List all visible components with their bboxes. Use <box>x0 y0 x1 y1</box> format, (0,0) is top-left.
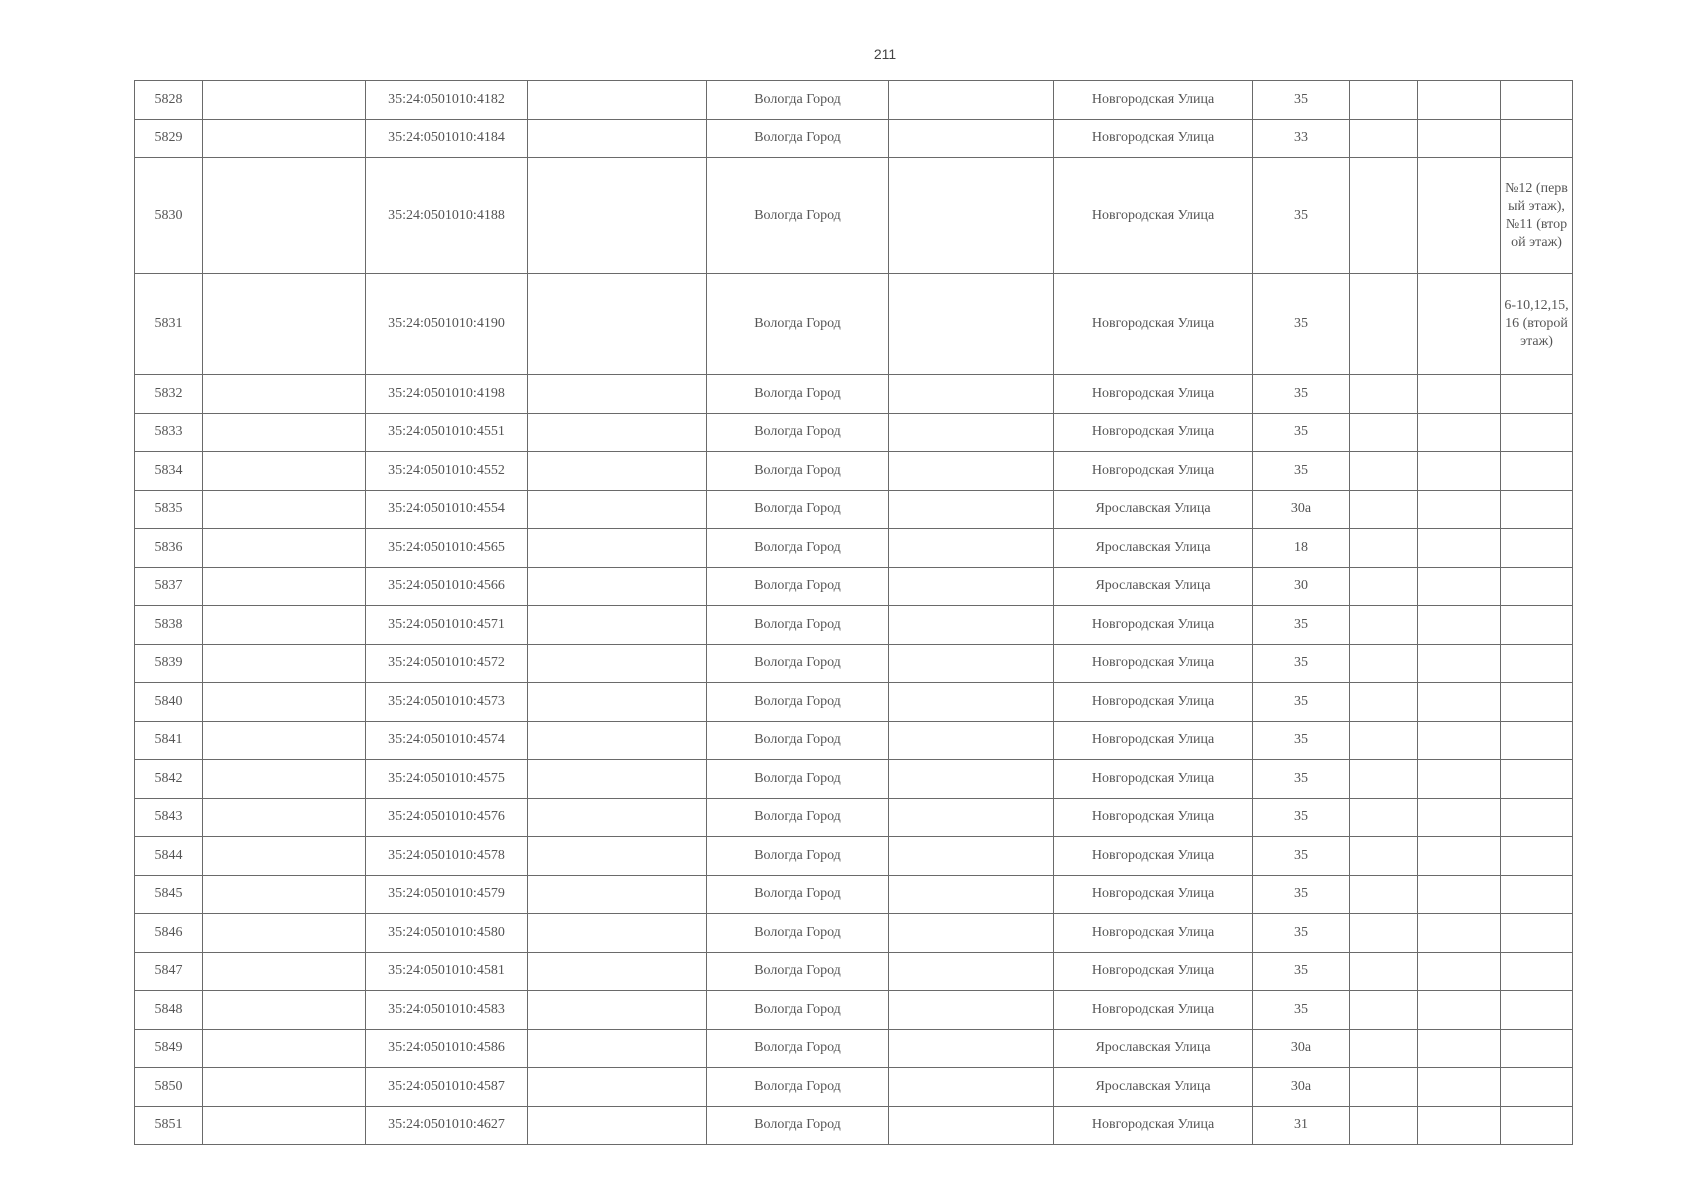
table-row <box>135 1029 1573 1068</box>
empty-cell <box>528 81 707 120</box>
empty-cell <box>203 119 366 158</box>
empty-cell <box>1350 760 1418 799</box>
room-note-cell <box>1501 798 1573 837</box>
cadastral-number-cell: 35:24:0501010:4190 <box>366 274 528 375</box>
house-number-cell: 30 <box>1253 567 1350 606</box>
row-number-cell: 5843 <box>135 798 203 837</box>
empty-cell <box>528 529 707 568</box>
street-cell: Новгородская Улица <box>1054 798 1253 837</box>
empty-cell <box>528 798 707 837</box>
city-cell: Вологда Город <box>707 952 889 991</box>
city-cell: Вологда Город <box>707 274 889 375</box>
street-cell: Новгородская Улица <box>1054 413 1253 452</box>
empty-cell <box>1350 1029 1418 1068</box>
empty-cell <box>1418 1029 1501 1068</box>
house-number-cell: 35 <box>1253 798 1350 837</box>
row-number-cell: 5835 <box>135 490 203 529</box>
house-number-cell: 35 <box>1253 837 1350 876</box>
empty-cell <box>1418 81 1501 120</box>
empty-cell <box>1418 413 1501 452</box>
empty-cell <box>889 721 1054 760</box>
empty-cell <box>889 760 1054 799</box>
cadastral-number-cell: 35:24:0501010:4576 <box>366 798 528 837</box>
house-number-cell: 35 <box>1253 413 1350 452</box>
street-cell: Новгородская Улица <box>1054 606 1253 645</box>
street-cell: Новгородская Улица <box>1054 837 1253 876</box>
empty-cell <box>528 1029 707 1068</box>
room-note-cell <box>1501 490 1573 529</box>
table-row <box>135 606 1573 645</box>
room-note-cell <box>1501 644 1573 683</box>
room-note-cell <box>1501 914 1573 953</box>
table-row <box>135 529 1573 568</box>
room-note-cell <box>1501 606 1573 645</box>
table-row <box>135 158 1573 274</box>
house-number-cell: 35 <box>1253 914 1350 953</box>
empty-cell <box>889 644 1054 683</box>
empty-cell <box>528 490 707 529</box>
city-cell: Вологда Город <box>707 413 889 452</box>
room-note-cell <box>1501 119 1573 158</box>
table-row <box>135 413 1573 452</box>
empty-cell <box>1350 413 1418 452</box>
empty-cell <box>1418 683 1501 722</box>
empty-cell <box>1350 81 1418 120</box>
empty-cell <box>528 452 707 491</box>
table-row <box>135 683 1573 722</box>
city-cell: Вологда Город <box>707 375 889 414</box>
row-number-cell: 5842 <box>135 760 203 799</box>
empty-cell <box>528 119 707 158</box>
city-cell: Вологда Город <box>707 567 889 606</box>
cadastral-number-cell: 35:24:0501010:4182 <box>366 81 528 120</box>
street-cell: Новгородская Улица <box>1054 452 1253 491</box>
empty-cell <box>889 683 1054 722</box>
empty-cell <box>889 1106 1054 1145</box>
house-number-cell: 30а <box>1253 1029 1350 1068</box>
empty-cell <box>203 760 366 799</box>
row-number-cell: 5833 <box>135 413 203 452</box>
table-row <box>135 119 1573 158</box>
room-note-cell <box>1501 952 1573 991</box>
house-number-cell: 35 <box>1253 644 1350 683</box>
empty-cell <box>528 375 707 414</box>
cadastral-number-cell: 35:24:0501010:4565 <box>366 529 528 568</box>
empty-cell <box>528 606 707 645</box>
cadastral-number-cell: 35:24:0501010:4571 <box>366 606 528 645</box>
city-cell: Вологда Город <box>707 490 889 529</box>
empty-cell <box>1418 875 1501 914</box>
empty-cell <box>203 567 366 606</box>
row-number-cell: 5850 <box>135 1068 203 1107</box>
cadastral-number-cell: 35:24:0501010:4573 <box>366 683 528 722</box>
empty-cell <box>203 1029 366 1068</box>
room-note-cell <box>1501 375 1573 414</box>
empty-cell <box>1418 567 1501 606</box>
row-number-cell: 5849 <box>135 1029 203 1068</box>
empty-cell <box>889 274 1054 375</box>
empty-cell <box>1418 274 1501 375</box>
row-number-cell: 5847 <box>135 952 203 991</box>
row-number-cell: 5851 <box>135 1106 203 1145</box>
street-cell: Новгородская Улица <box>1054 1106 1253 1145</box>
empty-cell <box>889 529 1054 568</box>
empty-cell <box>1418 1106 1501 1145</box>
house-number-cell: 33 <box>1253 119 1350 158</box>
empty-cell <box>1418 119 1501 158</box>
house-number-cell: 35 <box>1253 274 1350 375</box>
house-number-cell: 35 <box>1253 375 1350 414</box>
empty-cell <box>1418 837 1501 876</box>
empty-cell <box>1418 914 1501 953</box>
empty-cell <box>1418 490 1501 529</box>
empty-cell <box>528 991 707 1030</box>
house-number-cell: 35 <box>1253 875 1350 914</box>
street-cell: Новгородская Улица <box>1054 119 1253 158</box>
street-cell: Ярославская Улица <box>1054 1068 1253 1107</box>
row-number-cell: 5846 <box>135 914 203 953</box>
cadastral-number-cell: 35:24:0501010:4552 <box>366 452 528 491</box>
house-number-cell: 35 <box>1253 158 1350 274</box>
room-note-cell <box>1501 529 1573 568</box>
empty-cell <box>1418 721 1501 760</box>
empty-cell <box>1350 1068 1418 1107</box>
empty-cell <box>1350 798 1418 837</box>
empty-cell <box>203 375 366 414</box>
cadastral-number-cell: 35:24:0501010:4586 <box>366 1029 528 1068</box>
empty-cell <box>203 683 366 722</box>
row-number-cell: 5836 <box>135 529 203 568</box>
street-cell: Новгородская Улица <box>1054 274 1253 375</box>
table-row <box>135 1068 1573 1107</box>
room-note-cell <box>1501 721 1573 760</box>
empty-cell <box>203 875 366 914</box>
empty-cell <box>528 413 707 452</box>
city-cell: Вологда Город <box>707 1068 889 1107</box>
city-cell: Вологда Город <box>707 158 889 274</box>
house-number-cell: 31 <box>1253 1106 1350 1145</box>
empty-cell <box>889 375 1054 414</box>
empty-cell <box>889 81 1054 120</box>
empty-cell <box>203 798 366 837</box>
city-cell: Вологда Город <box>707 452 889 491</box>
house-number-cell: 35 <box>1253 81 1350 120</box>
cadastral-number-cell: 35:24:0501010:4627 <box>366 1106 528 1145</box>
row-number-cell: 5828 <box>135 81 203 120</box>
empty-cell <box>1350 875 1418 914</box>
street-cell: Новгородская Улица <box>1054 158 1253 274</box>
empty-cell <box>889 452 1054 491</box>
empty-cell <box>1350 490 1418 529</box>
city-cell: Вологда Город <box>707 683 889 722</box>
cadastral-number-cell: 35:24:0501010:4198 <box>366 375 528 414</box>
empty-cell <box>528 158 707 274</box>
cadastral-number-cell: 35:24:0501010:4566 <box>366 567 528 606</box>
empty-cell <box>1350 567 1418 606</box>
empty-cell <box>1350 274 1418 375</box>
empty-cell <box>1350 644 1418 683</box>
table-row <box>135 837 1573 876</box>
cadastral-number-cell: 35:24:0501010:4188 <box>366 158 528 274</box>
empty-cell <box>889 119 1054 158</box>
empty-cell <box>889 490 1054 529</box>
city-cell: Вологда Город <box>707 760 889 799</box>
street-cell: Новгородская Улица <box>1054 721 1253 760</box>
table-row <box>135 952 1573 991</box>
city-cell: Вологда Город <box>707 798 889 837</box>
city-cell: Вологда Город <box>707 875 889 914</box>
house-number-cell: 30а <box>1253 490 1350 529</box>
street-cell: Новгородская Улица <box>1054 952 1253 991</box>
table-row <box>135 375 1573 414</box>
empty-cell <box>203 81 366 120</box>
empty-cell <box>1350 529 1418 568</box>
empty-cell <box>889 837 1054 876</box>
row-number-cell: 5840 <box>135 683 203 722</box>
empty-cell <box>1350 606 1418 645</box>
cadastral-number-cell: 35:24:0501010:4580 <box>366 914 528 953</box>
room-note-cell <box>1501 413 1573 452</box>
empty-cell <box>528 721 707 760</box>
table-row <box>135 81 1573 120</box>
room-note-cell <box>1501 875 1573 914</box>
house-number-cell: 18 <box>1253 529 1350 568</box>
empty-cell <box>528 1068 707 1107</box>
room-note-cell <box>1501 991 1573 1030</box>
empty-cell <box>528 837 707 876</box>
street-cell: Новгородская Улица <box>1054 81 1253 120</box>
cadastral-number-cell: 35:24:0501010:4575 <box>366 760 528 799</box>
table-row <box>135 452 1573 491</box>
city-cell: Вологда Город <box>707 837 889 876</box>
empty-cell <box>889 1029 1054 1068</box>
empty-cell <box>528 760 707 799</box>
empty-cell <box>1350 1106 1418 1145</box>
house-number-cell: 35 <box>1253 452 1350 491</box>
empty-cell <box>889 413 1054 452</box>
empty-cell <box>203 991 366 1030</box>
table-row <box>135 798 1573 837</box>
empty-cell <box>203 274 366 375</box>
empty-cell <box>203 644 366 683</box>
empty-cell <box>1418 991 1501 1030</box>
room-note-cell <box>1501 81 1573 120</box>
room-note-cell <box>1501 567 1573 606</box>
city-cell: Вологда Город <box>707 119 889 158</box>
street-cell: Новгородская Улица <box>1054 991 1253 1030</box>
street-cell: Новгородская Улица <box>1054 914 1253 953</box>
empty-cell <box>889 1068 1054 1107</box>
empty-cell <box>1418 606 1501 645</box>
empty-cell <box>528 644 707 683</box>
city-cell: Вологда Город <box>707 991 889 1030</box>
street-cell: Ярославская Улица <box>1054 490 1253 529</box>
room-note-cell <box>1501 837 1573 876</box>
empty-cell <box>203 914 366 953</box>
empty-cell <box>528 1106 707 1145</box>
city-cell: Вологда Город <box>707 529 889 568</box>
empty-cell <box>203 952 366 991</box>
empty-cell <box>528 914 707 953</box>
row-number-cell: 5848 <box>135 991 203 1030</box>
empty-cell <box>1350 991 1418 1030</box>
empty-cell <box>1418 1068 1501 1107</box>
cadastral-number-cell: 35:24:0501010:4583 <box>366 991 528 1030</box>
cadastral-number-cell: 35:24:0501010:4579 <box>366 875 528 914</box>
empty-cell <box>203 452 366 491</box>
cadastral-number-cell: 35:24:0501010:4587 <box>366 1068 528 1107</box>
table-row <box>135 1106 1573 1145</box>
row-number-cell: 5832 <box>135 375 203 414</box>
table-row <box>135 644 1573 683</box>
cadastral-number-cell: 35:24:0501010:4578 <box>366 837 528 876</box>
table-row <box>135 875 1573 914</box>
empty-cell <box>1418 375 1501 414</box>
room-note-cell <box>1501 760 1573 799</box>
room-note-cell <box>1501 1068 1573 1107</box>
table-row <box>135 490 1573 529</box>
row-number-cell: 5837 <box>135 567 203 606</box>
cadastral-number-cell: 35:24:0501010:4574 <box>366 721 528 760</box>
room-note-cell <box>1501 683 1573 722</box>
table-row <box>135 760 1573 799</box>
house-number-cell: 35 <box>1253 606 1350 645</box>
table-row <box>135 567 1573 606</box>
empty-cell <box>1418 952 1501 991</box>
street-cell: Новгородская Улица <box>1054 375 1253 414</box>
house-number-cell: 35 <box>1253 991 1350 1030</box>
empty-cell <box>203 1068 366 1107</box>
empty-cell <box>1418 644 1501 683</box>
empty-cell <box>1350 452 1418 491</box>
room-note-cell: 6-10,12,15,16 (второй этаж) <box>1501 274 1573 375</box>
street-cell: Новгородская Улица <box>1054 760 1253 799</box>
empty-cell <box>1418 798 1501 837</box>
empty-cell <box>889 158 1054 274</box>
house-number-cell: 35 <box>1253 952 1350 991</box>
registry-table-body <box>135 81 1573 1145</box>
empty-cell <box>1418 529 1501 568</box>
table-row <box>135 991 1573 1030</box>
empty-cell <box>889 991 1054 1030</box>
row-number-cell: 5829 <box>135 119 203 158</box>
empty-cell <box>528 683 707 722</box>
empty-cell <box>528 875 707 914</box>
empty-cell <box>203 490 366 529</box>
street-cell: Новгородская Улица <box>1054 875 1253 914</box>
room-note-cell: №12 (первый этаж), №11 (второй этаж) <box>1501 158 1573 274</box>
table-row <box>135 721 1573 760</box>
cadastral-number-cell: 35:24:0501010:4551 <box>366 413 528 452</box>
empty-cell <box>528 274 707 375</box>
empty-cell <box>203 1106 366 1145</box>
row-number-cell: 5830 <box>135 158 203 274</box>
empty-cell <box>203 158 366 274</box>
table-row <box>135 274 1573 375</box>
row-number-cell: 5841 <box>135 721 203 760</box>
street-cell: Новгородская Улица <box>1054 683 1253 722</box>
table-row <box>135 914 1573 953</box>
empty-cell <box>889 952 1054 991</box>
empty-cell <box>1418 158 1501 274</box>
empty-cell <box>1350 952 1418 991</box>
cadastral-number-cell: 35:24:0501010:4554 <box>366 490 528 529</box>
empty-cell <box>203 837 366 876</box>
empty-cell <box>203 529 366 568</box>
empty-cell <box>1350 683 1418 722</box>
cadastral-number-cell: 35:24:0501010:4572 <box>366 644 528 683</box>
empty-cell <box>889 914 1054 953</box>
house-number-cell: 35 <box>1253 760 1350 799</box>
street-cell: Ярославская Улица <box>1054 529 1253 568</box>
city-cell: Вологда Город <box>707 721 889 760</box>
empty-cell <box>1350 375 1418 414</box>
registry-table <box>134 80 1573 1145</box>
empty-cell <box>1418 760 1501 799</box>
street-cell: Ярославская Улица <box>1054 567 1253 606</box>
empty-cell <box>1350 914 1418 953</box>
room-note-cell <box>1501 1029 1573 1068</box>
empty-cell <box>889 606 1054 645</box>
row-number-cell: 5839 <box>135 644 203 683</box>
row-number-cell: 5845 <box>135 875 203 914</box>
city-cell: Вологда Город <box>707 606 889 645</box>
street-cell: Ярославская Улица <box>1054 1029 1253 1068</box>
empty-cell <box>889 875 1054 914</box>
empty-cell <box>1418 452 1501 491</box>
row-number-cell: 5831 <box>135 274 203 375</box>
page-number: 211 <box>873 46 897 62</box>
house-number-cell: 35 <box>1253 721 1350 760</box>
cadastral-number-cell: 35:24:0501010:4184 <box>366 119 528 158</box>
empty-cell <box>1350 119 1418 158</box>
empty-cell <box>1350 158 1418 274</box>
empty-cell <box>528 567 707 606</box>
house-number-cell: 35 <box>1253 683 1350 722</box>
city-cell: Вологда Город <box>707 1029 889 1068</box>
empty-cell <box>203 413 366 452</box>
room-note-cell <box>1501 1106 1573 1145</box>
row-number-cell: 5844 <box>135 837 203 876</box>
room-note-cell <box>1501 452 1573 491</box>
cadastral-number-cell: 35:24:0501010:4581 <box>366 952 528 991</box>
house-number-cell: 30а <box>1253 1068 1350 1107</box>
city-cell: Вологда Город <box>707 914 889 953</box>
empty-cell <box>528 952 707 991</box>
empty-cell <box>889 567 1054 606</box>
empty-cell <box>203 606 366 645</box>
empty-cell <box>1350 837 1418 876</box>
empty-cell <box>889 798 1054 837</box>
street-cell: Новгородская Улица <box>1054 644 1253 683</box>
empty-cell <box>203 721 366 760</box>
city-cell: Вологда Город <box>707 644 889 683</box>
city-cell: Вологда Город <box>707 81 889 120</box>
empty-cell <box>1350 721 1418 760</box>
city-cell: Вологда Город <box>707 1106 889 1145</box>
row-number-cell: 5838 <box>135 606 203 645</box>
row-number-cell: 5834 <box>135 452 203 491</box>
